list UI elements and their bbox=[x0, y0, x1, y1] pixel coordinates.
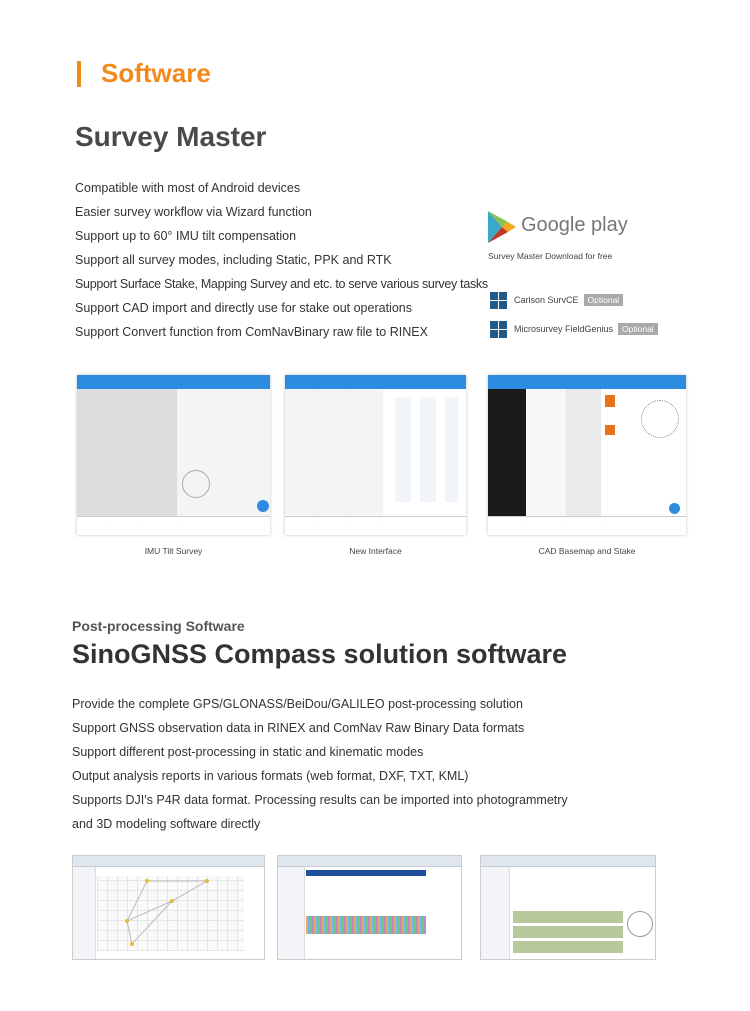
imu-tilt-survey-screenshot bbox=[77, 375, 270, 535]
section-title: Software bbox=[101, 58, 211, 88]
windows-icon bbox=[490, 292, 507, 309]
compass-title: SinoGNSS Compass solution software bbox=[72, 639, 568, 669]
feature-item: Provide the complete GPS/GLONASS/BeiDou/GALILEO post-processing solution bbox=[72, 697, 523, 711]
compat-name: Carlson SurvCE bbox=[514, 294, 579, 305]
compat-microsurvey bbox=[490, 321, 658, 338]
google-play-icon bbox=[488, 211, 516, 243]
feature-item: Support Surface Stake, Mapping Survey and etc. to serve various survey tasks bbox=[75, 277, 488, 291]
network-view-screenshot bbox=[72, 855, 265, 960]
compat-name: Microsurvey FieldGenius bbox=[514, 323, 614, 334]
feature-item: Output analysis reports in various formats (web format, DXF, TXT, KML) bbox=[72, 769, 469, 783]
feature-item: Support GNSS observation data in RINEX and ComNav Raw Binary Data formats bbox=[72, 721, 525, 735]
feature-item: Easier survey workflow via Wizard function bbox=[75, 205, 312, 219]
feature-item: and 3D modeling software directly bbox=[72, 817, 261, 831]
google-play-caption: Survey Master Download for free bbox=[488, 251, 613, 261]
screenshot-caption: CAD Basemap and Stake bbox=[538, 546, 636, 556]
feature-item: Compatible with most of Android devices bbox=[75, 181, 301, 195]
optional-badge: Optional bbox=[618, 323, 658, 335]
survey-master-features bbox=[75, 176, 488, 344]
feature-item: Support up to 60° IMU tilt compensation bbox=[75, 229, 297, 243]
feature-item: Support CAD import and directly use for stake out operations bbox=[75, 301, 412, 315]
compass-features bbox=[72, 692, 568, 836]
feature-item: Supports DJI's P4R data format. Processing results can be imported into photogrammetry bbox=[72, 793, 568, 807]
windows-icon bbox=[490, 321, 507, 338]
google-play-logo-text: Google play bbox=[521, 214, 628, 236]
screenshot-caption: New Interface bbox=[349, 546, 402, 556]
feature-item: Support Convert function from ComNavBinary raw file to RINEX bbox=[75, 325, 428, 339]
new-interface-screenshot bbox=[285, 375, 466, 535]
satellite-tracking-screenshot bbox=[480, 855, 656, 960]
section-accent-bar bbox=[77, 61, 81, 87]
network-graph bbox=[97, 876, 244, 951]
post-processing-subtitle: Post-processing Software bbox=[72, 618, 245, 634]
survey-master-title: Survey Master bbox=[75, 121, 267, 152]
screenshot-caption: IMU Tilt Survey bbox=[144, 546, 203, 556]
feature-item: Support different post-processing in static and kinematic modes bbox=[72, 745, 424, 759]
compat-carlson bbox=[490, 292, 623, 309]
residual-plot-screenshot bbox=[277, 855, 462, 960]
feature-item: Support all survey modes, including Static, PPK and RTK bbox=[75, 253, 392, 267]
optional-badge: Optional bbox=[584, 294, 624, 306]
cad-basemap-stake-screenshot bbox=[488, 375, 686, 535]
